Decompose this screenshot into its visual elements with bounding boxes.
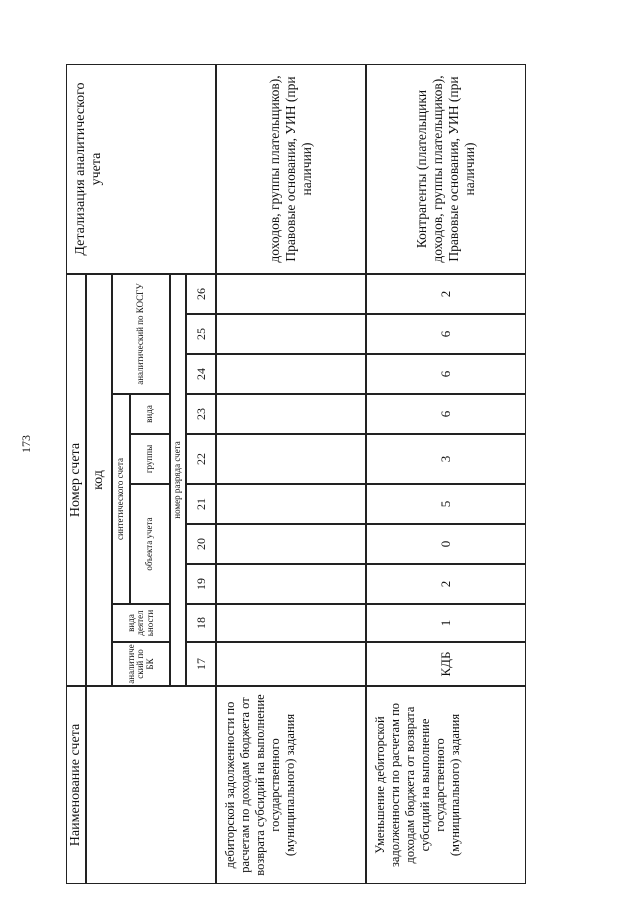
- header-account-number: Номер счета: [66, 274, 86, 686]
- column-number: 25: [186, 314, 216, 354]
- row-1-value: [216, 564, 366, 604]
- column-number: 20: [186, 524, 216, 564]
- column-number: 26: [186, 274, 216, 314]
- row-2-value: 6: [366, 314, 526, 354]
- row-1-value: [216, 434, 366, 484]
- column-number: 17: [186, 642, 216, 686]
- row-2-detail: Контрагенты (плательщики доходов, группы плательщиков), Правовые основания, УИН (при наличии): [366, 64, 526, 274]
- column-number: 21: [186, 484, 216, 524]
- row-1-value: [216, 274, 366, 314]
- row-2-value: 3: [366, 434, 526, 484]
- row-1-account-name: дебиторской задолженности по расчетам по доходам бюджета от возврата субсидий на выполнение государственного (муниципального) задания: [216, 686, 366, 884]
- column-number: 23: [186, 394, 216, 434]
- row-1-value: [216, 354, 366, 394]
- header-group: группы: [130, 434, 170, 484]
- header-name-spacer: [86, 686, 216, 884]
- row-1-value: [216, 524, 366, 564]
- row-2-value: 0: [366, 524, 526, 564]
- header-account-name: Наименование счета: [66, 686, 86, 884]
- row-1-detail: доходов, группы плательщиков), Правовые основания, УИН (при наличии): [216, 64, 366, 274]
- column-number: 19: [186, 564, 216, 604]
- account-table: [66, 64, 526, 884]
- header-kind: вида: [130, 394, 170, 434]
- header-code: код: [86, 274, 112, 686]
- column-number: 24: [186, 354, 216, 394]
- rotated-table-region: [66, 64, 526, 884]
- row-2-value: 6: [366, 354, 526, 394]
- row-2-value: КДБ: [366, 642, 526, 686]
- header-analytic-kosgu: аналитический по КОСГУ: [112, 274, 170, 394]
- row-2-value: 2: [366, 274, 526, 314]
- header-analytic-bk: аналитиче ский по БК: [112, 642, 170, 686]
- column-number: 18: [186, 604, 216, 642]
- row-2-value: 5: [366, 484, 526, 524]
- row-1-value: [216, 604, 366, 642]
- row-2-value: 6: [366, 394, 526, 434]
- row-1-value: [216, 394, 366, 434]
- row-2-value: 1: [366, 604, 526, 642]
- header-object: объекта учета: [130, 484, 170, 604]
- row-1-value: [216, 484, 366, 524]
- row-2-account-name: Уменьшение дебиторской задолженности по расчетам по доходам бюджета от возврата субсидий на выполнение государственного (муниципального) задания: [366, 686, 526, 884]
- column-number: 22: [186, 434, 216, 484]
- header-digit-number: номер разряда счета: [170, 274, 186, 686]
- row-2-value: 2: [366, 564, 526, 604]
- row-1-value: [216, 314, 366, 354]
- header-detail: Детализация аналитического учета: [66, 64, 216, 274]
- row-1-value: [216, 642, 366, 686]
- header-synthetic: синтетического счета: [112, 394, 130, 604]
- header-activity-type: вида деятел ьности: [112, 604, 170, 642]
- page-number: 173: [19, 435, 33, 453]
